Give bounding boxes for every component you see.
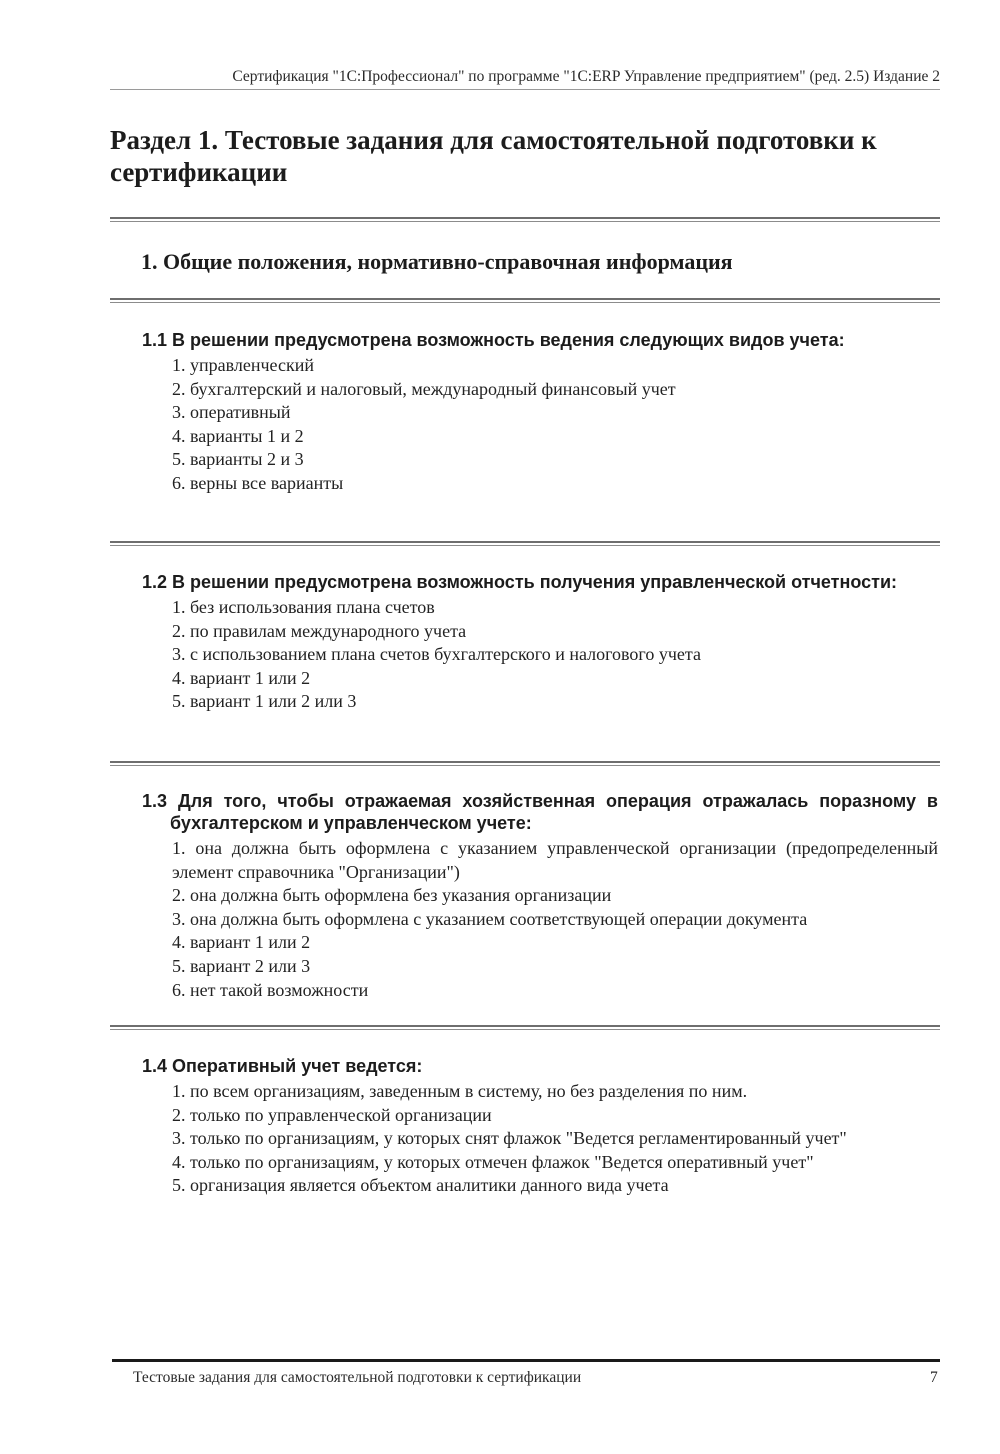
section-title: Раздел 1. Тестовые задания для самостоятельной подготовки к сертификации xyxy=(110,125,877,187)
answer-option: 3. с использованием плана счетов бухгалтерского и налогового учета xyxy=(172,644,701,665)
answer-option: 2. бухгалтерский и налоговый, международный финансовый учет xyxy=(172,378,676,399)
divider xyxy=(110,298,940,303)
answer-option: 1. по всем организациям, заведенным в систему, но без разделения по ним. xyxy=(172,1081,748,1101)
question-heading xyxy=(142,790,938,834)
answer-option: 2. по правилам международного учета xyxy=(172,620,467,641)
question-text: В решении предусмотрена возможность получения управленческой отчетности: xyxy=(172,572,898,592)
divider xyxy=(110,761,940,766)
answer-option: 6. верны все варианты xyxy=(172,472,344,493)
answer-option: 2. только по управленческой организации xyxy=(172,1104,492,1125)
divider xyxy=(110,541,940,546)
question-heading xyxy=(142,571,938,593)
answer-option: 5. вариант 1 или 2 или 3 xyxy=(172,691,357,712)
answer-list xyxy=(142,1080,938,1198)
question-number: 1.3 xyxy=(142,791,168,811)
answer-list xyxy=(142,596,938,714)
question-text: Оперативный учет ведется: xyxy=(172,1056,423,1076)
answer-option: 3. она должна быть оформлена с указанием соответствующей операции документа xyxy=(172,908,808,929)
answer-option: 5. вариант 2 или 3 xyxy=(172,955,311,976)
answer-option: 4. варианты 1 и 2 xyxy=(172,425,304,446)
question-heading xyxy=(142,329,938,351)
answer-option: 1. она должна быть оформлена с указанием управленческой организации (предопределенный элемент справочника "Организации") xyxy=(172,838,938,882)
footer-rule xyxy=(112,1359,940,1362)
question-number: 1.2 xyxy=(142,572,168,592)
question-number: 1.4 xyxy=(142,1056,168,1076)
running-header: Сертификация "1С:Профессионал" по программе "1С:ERP Управление предприятием" (ред. 2.5) Издание 2 xyxy=(110,68,940,90)
answer-option: 1. управленческий xyxy=(172,355,314,375)
answer-option: 1. без использования плана счетов xyxy=(172,597,435,617)
question-1-1 xyxy=(142,329,938,496)
answer-option: 2. она должна быть оформлена без указания организации xyxy=(172,885,612,906)
question-1-3 xyxy=(142,790,938,1002)
answer-option: 5. варианты 2 и 3 xyxy=(172,449,304,470)
chapter-title: 1. Общие положения, нормативно-справочная информация xyxy=(141,249,733,274)
footer-text: Тестовые задания для самостоятельной подготовки к сертификации xyxy=(133,1369,582,1386)
question-1-4 xyxy=(142,1055,938,1198)
answer-option: 3. оперативный xyxy=(172,402,291,423)
divider xyxy=(110,217,940,222)
answer-option: 5. организация является объектом аналитики данного вида учета xyxy=(172,1175,669,1196)
question-heading xyxy=(142,1055,938,1077)
answer-option: 4. вариант 1 или 2 xyxy=(172,932,311,953)
question-1-2 xyxy=(142,571,938,714)
page-number: 7 xyxy=(930,1369,938,1386)
divider xyxy=(110,1025,940,1030)
answer-option: 4. только по организациям, у которых отмечен флажок "Ведется оперативный учет" xyxy=(172,1151,814,1172)
question-text: В решении предусмотрена возможность ведения следующих видов учета: xyxy=(172,330,845,350)
answer-option: 3. только по организациям, у которых снят флажок "Ведется регламентированный учет" xyxy=(172,1128,847,1149)
answer-list xyxy=(142,354,938,496)
answer-option: 6. нет такой возможности xyxy=(172,979,369,1000)
question-number: 1.1 xyxy=(142,330,168,350)
answer-list xyxy=(142,837,938,1002)
question-text: Для того, чтобы отражаемая хозяйственная операция отражалась поразному в бухгалтерском и управленческом учете: xyxy=(170,791,938,833)
answer-option: 4. вариант 1 или 2 xyxy=(172,667,311,688)
